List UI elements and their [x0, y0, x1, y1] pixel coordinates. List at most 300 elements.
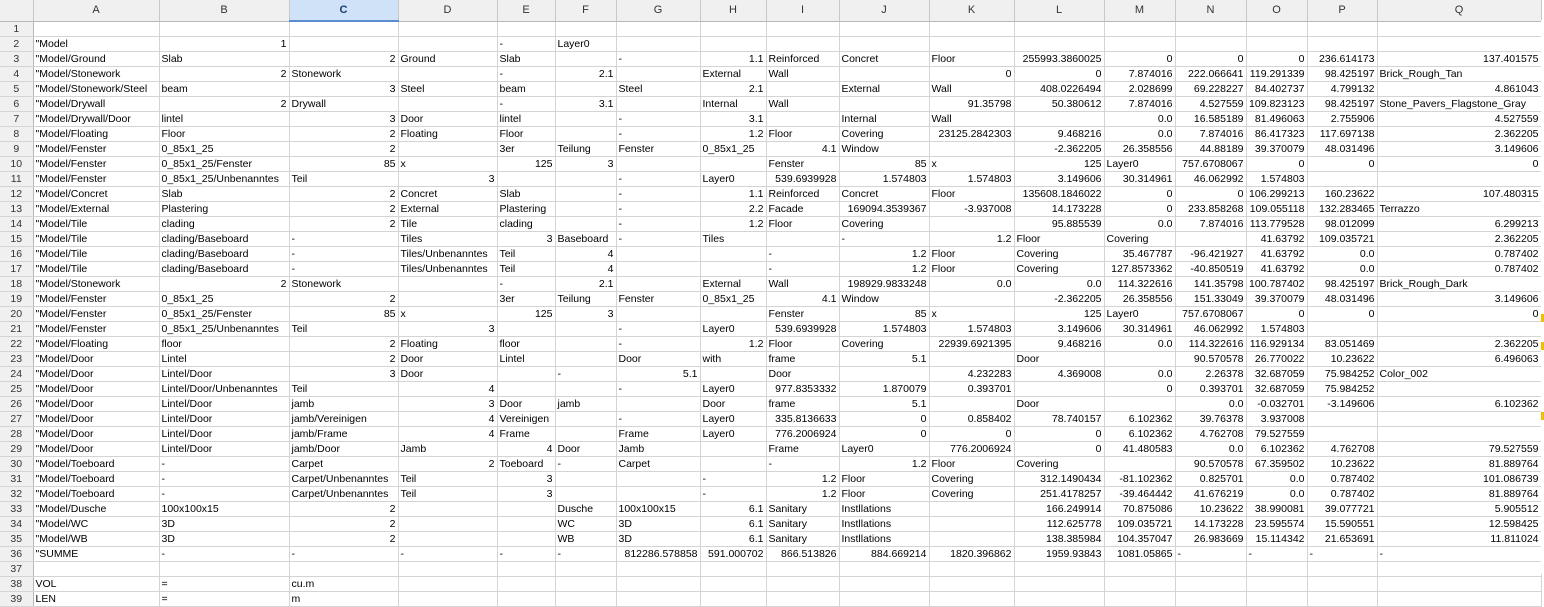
cell-h15[interactable]: Tiles [700, 231, 766, 246]
cell-o15[interactable]: 41.63792 [1246, 231, 1307, 246]
row-header[interactable]: 9 [0, 141, 33, 156]
cell-q18[interactable]: Brick_Rough_Dark [1377, 276, 1541, 291]
cell-m14[interactable]: 0.0 [1104, 216, 1175, 231]
cell-i18[interactable]: Wall [766, 276, 839, 291]
cell-k12[interactable]: Floor [929, 186, 1014, 201]
cell-g29[interactable]: Jamb [616, 441, 700, 456]
cell-p33[interactable]: 39.077721 [1307, 501, 1377, 516]
cell-l38[interactable] [1014, 576, 1104, 591]
cell-b33[interactable]: 100x100x15 [159, 501, 289, 516]
cell-m10[interactable]: Layer0 [1104, 156, 1175, 171]
cell-d32[interactable]: Teil [398, 486, 497, 501]
cell-j33[interactable]: Instllations [839, 501, 929, 516]
cell-n15[interactable] [1175, 231, 1246, 246]
cell-q32[interactable]: 81.889764 [1377, 486, 1541, 501]
cell-l4[interactable]: 0 [1014, 66, 1104, 81]
row-header[interactable]: 29 [0, 441, 33, 456]
cell-f23[interactable] [555, 351, 616, 366]
cell-o3[interactable]: 0 [1246, 51, 1307, 66]
cell-n12[interactable]: 0 [1175, 186, 1246, 201]
cell-b28[interactable]: Lintel/Door [159, 426, 289, 441]
cell-j7[interactable]: Internal [839, 111, 929, 126]
cell-n14[interactable]: 7.874016 [1175, 216, 1246, 231]
cell-j18[interactable]: 198929.9833248 [839, 276, 929, 291]
cell-q4[interactable]: Brick_Rough_Tan [1377, 66, 1541, 81]
cell-o39[interactable] [1246, 591, 1307, 606]
cell-h12[interactable]: 1.1 [700, 186, 766, 201]
cell-g21[interactable]: - [616, 321, 700, 336]
cell-i12[interactable]: Reinforced [766, 186, 839, 201]
cell-o10[interactable]: 0 [1246, 156, 1307, 171]
cell-o21[interactable]: 1.574803 [1246, 321, 1307, 336]
cell-j9[interactable]: Window [839, 141, 929, 156]
cell-p18[interactable]: 98.425197 [1307, 276, 1377, 291]
cell-j12[interactable]: Concret [839, 186, 929, 201]
cell-j20[interactable]: 85 [839, 306, 929, 321]
cell-p2[interactable] [1307, 36, 1377, 51]
cell-k3[interactable]: Floor [929, 51, 1014, 66]
cell-h2[interactable] [700, 36, 766, 51]
cell-k8[interactable]: 23125.2842303 [929, 126, 1014, 141]
cell-f17[interactable]: 4 [555, 261, 616, 276]
cell-h29[interactable] [700, 441, 766, 456]
cell-e9[interactable]: 3er [497, 141, 555, 156]
cell-p9[interactable]: 48.031496 [1307, 141, 1377, 156]
cell-d9[interactable] [398, 141, 497, 156]
cell-a37[interactable] [33, 561, 159, 576]
cell-e11[interactable] [497, 171, 555, 186]
cell-b1[interactable] [159, 21, 289, 36]
cell-k10[interactable]: x [929, 156, 1014, 171]
cell-j35[interactable]: Instllations [839, 531, 929, 546]
cell-m24[interactable]: 0.0 [1104, 366, 1175, 381]
cell-k14[interactable] [929, 216, 1014, 231]
cell-d31[interactable]: Teil [398, 471, 497, 486]
cell-o13[interactable]: 109.055118 [1246, 201, 1307, 216]
cell-p35[interactable]: 21.653691 [1307, 531, 1377, 546]
cell-k30[interactable]: Floor [929, 456, 1014, 471]
row-header[interactable]: 6 [0, 96, 33, 111]
cell-n18[interactable]: 141.35798 [1175, 276, 1246, 291]
cell-a25[interactable]: "Model/Door [33, 381, 159, 396]
cell-o32[interactable]: 0.0 [1246, 486, 1307, 501]
cell-k7[interactable]: Wall [929, 111, 1014, 126]
cell-p5[interactable]: 4.799132 [1307, 81, 1377, 96]
row-header[interactable]: 2 [0, 36, 33, 51]
row-header[interactable]: 37 [0, 561, 33, 576]
cell-a3[interactable]: "Model/Ground [33, 51, 159, 66]
cell-o38[interactable] [1246, 576, 1307, 591]
cell-k39[interactable] [929, 591, 1014, 606]
cell-i38[interactable] [766, 576, 839, 591]
cell-a20[interactable]: "Model/Fenster [33, 306, 159, 321]
cell-o34[interactable]: 23.595574 [1246, 516, 1307, 531]
cell-n22[interactable]: 114.322616 [1175, 336, 1246, 351]
cell-p37[interactable] [1307, 561, 1377, 576]
cell-h37[interactable] [700, 561, 766, 576]
cell-p26[interactable]: -3.149606 [1307, 396, 1377, 411]
cell-g2[interactable] [616, 36, 700, 51]
cell-f30[interactable]: - [555, 456, 616, 471]
cell-c13[interactable]: 2 [289, 201, 398, 216]
cell-j28[interactable]: 0 [839, 426, 929, 441]
cell-g26[interactable] [616, 396, 700, 411]
cell-n23[interactable]: 90.570578 [1175, 351, 1246, 366]
cell-g38[interactable] [616, 576, 700, 591]
cell-g31[interactable] [616, 471, 700, 486]
cell-g36[interactable]: 812286.578858 [616, 546, 700, 561]
cell-b31[interactable]: - [159, 471, 289, 486]
cell-q23[interactable]: 6.496063 [1377, 351, 1541, 366]
cell-m11[interactable]: 30.314961 [1104, 171, 1175, 186]
row-header[interactable]: 38 [0, 576, 33, 591]
cell-k29[interactable]: 776.2006924 [929, 441, 1014, 456]
cell-g25[interactable]: - [616, 381, 700, 396]
cell-k18[interactable]: 0.0 [929, 276, 1014, 291]
cell-n6[interactable]: 4.527559 [1175, 96, 1246, 111]
cell-f4[interactable]: 2.1 [555, 66, 616, 81]
cell-k21[interactable]: 1.574803 [929, 321, 1014, 336]
cell-m23[interactable] [1104, 351, 1175, 366]
cell-b35[interactable]: 3D [159, 531, 289, 546]
cell-c21[interactable]: Teil [289, 321, 398, 336]
cell-i9[interactable]: 4.1 [766, 141, 839, 156]
cell-m37[interactable] [1104, 561, 1175, 576]
cell-q15[interactable]: 2.362205 [1377, 231, 1541, 246]
cell-k31[interactable]: Covering [929, 471, 1014, 486]
cell-i17[interactable]: - [766, 261, 839, 276]
cell-j32[interactable]: Floor [839, 486, 929, 501]
cell-h33[interactable]: 6.1 [700, 501, 766, 516]
cell-h13[interactable]: 2.2 [700, 201, 766, 216]
column-header-j[interactable]: J [839, 0, 929, 21]
cell-i25[interactable]: 977.8353332 [766, 381, 839, 396]
cell-d3[interactable]: Ground [398, 51, 497, 66]
cell-k9[interactable] [929, 141, 1014, 156]
cell-o29[interactable]: 6.102362 [1246, 441, 1307, 456]
cell-m12[interactable]: 0 [1104, 186, 1175, 201]
cell-f7[interactable] [555, 111, 616, 126]
cell-i26[interactable]: frame [766, 396, 839, 411]
cell-q10[interactable]: 0 [1377, 156, 1541, 171]
cell-e12[interactable]: Slab [497, 186, 555, 201]
cell-q25[interactable] [1377, 381, 1541, 396]
cell-g7[interactable]: - [616, 111, 700, 126]
cell-a39[interactable]: LEN [33, 591, 159, 606]
cell-e17[interactable]: Teil [497, 261, 555, 276]
cell-i27[interactable]: 335.8136633 [766, 411, 839, 426]
cell-b22[interactable]: floor [159, 336, 289, 351]
cell-i30[interactable]: - [766, 456, 839, 471]
cell-k24[interactable]: 4.232283 [929, 366, 1014, 381]
cell-d1[interactable] [398, 21, 497, 36]
cell-f5[interactable] [555, 81, 616, 96]
cell-j31[interactable]: Floor [839, 471, 929, 486]
cell-c12[interactable]: 2 [289, 186, 398, 201]
cell-i35[interactable]: Sanitary [766, 531, 839, 546]
cell-o20[interactable]: 0 [1246, 306, 1307, 321]
cell-b34[interactable]: 3D [159, 516, 289, 531]
row-header[interactable]: 24 [0, 366, 33, 381]
cell-m20[interactable]: Layer0 [1104, 306, 1175, 321]
cell-j16[interactable]: 1.2 [839, 246, 929, 261]
cell-c24[interactable]: 3 [289, 366, 398, 381]
cell-g27[interactable]: - [616, 411, 700, 426]
cell-j29[interactable]: Layer0 [839, 441, 929, 456]
cell-k36[interactable]: 1820.396862 [929, 546, 1014, 561]
cell-o35[interactable]: 15.114342 [1246, 531, 1307, 546]
cell-p15[interactable]: 109.035721 [1307, 231, 1377, 246]
cell-i11[interactable]: 539.6939928 [766, 171, 839, 186]
cell-n32[interactable]: 41.676219 [1175, 486, 1246, 501]
cell-k33[interactable] [929, 501, 1014, 516]
cell-q31[interactable]: 101.086739 [1377, 471, 1541, 486]
cell-b18[interactable]: 2 [159, 276, 289, 291]
cell-m30[interactable] [1104, 456, 1175, 471]
cell-d12[interactable]: Concret [398, 186, 497, 201]
cell-f12[interactable] [555, 186, 616, 201]
cell-m2[interactable] [1104, 36, 1175, 51]
cell-b8[interactable]: Floor [159, 126, 289, 141]
cell-j22[interactable]: Covering [839, 336, 929, 351]
cell-p38[interactable] [1307, 576, 1377, 591]
cell-j37[interactable] [839, 561, 929, 576]
cell-h19[interactable]: 0_85x1_25 [700, 291, 766, 306]
cell-l34[interactable]: 112.625778 [1014, 516, 1104, 531]
cell-h22[interactable]: 1.2 [700, 336, 766, 351]
cell-i3[interactable]: Reinforced [766, 51, 839, 66]
cell-d4[interactable] [398, 66, 497, 81]
cell-h25[interactable]: Layer0 [700, 381, 766, 396]
cell-c28[interactable]: jamb/Frame [289, 426, 398, 441]
cell-l37[interactable] [1014, 561, 1104, 576]
cell-p29[interactable]: 4.762708 [1307, 441, 1377, 456]
cell-f13[interactable] [555, 201, 616, 216]
cell-o12[interactable]: 106.299213 [1246, 186, 1307, 201]
row-header[interactable]: 34 [0, 516, 33, 531]
cell-o4[interactable]: 119.291339 [1246, 66, 1307, 81]
cell-n16[interactable]: -96.421927 [1175, 246, 1246, 261]
cell-m35[interactable]: 104.357047 [1104, 531, 1175, 546]
cell-o17[interactable]: 41.63792 [1246, 261, 1307, 276]
cell-j27[interactable]: 0 [839, 411, 929, 426]
cell-f15[interactable]: Baseboard [555, 231, 616, 246]
cell-l19[interactable]: -2.362205 [1014, 291, 1104, 306]
cell-a34[interactable]: "Model/WC [33, 516, 159, 531]
cell-p34[interactable]: 15.590551 [1307, 516, 1377, 531]
row-header[interactable]: 30 [0, 456, 33, 471]
cell-q14[interactable]: 6.299213 [1377, 216, 1541, 231]
row-header[interactable]: 25 [0, 381, 33, 396]
cell-l13[interactable]: 14.173228 [1014, 201, 1104, 216]
cell-o14[interactable]: 113.779528 [1246, 216, 1307, 231]
cell-a17[interactable]: "Model/Tile [33, 261, 159, 276]
cell-o2[interactable] [1246, 36, 1307, 51]
cell-d35[interactable] [398, 531, 497, 546]
cell-f2[interactable]: Layer0 [555, 36, 616, 51]
cell-g35[interactable]: 3D [616, 531, 700, 546]
cell-j3[interactable]: Concret [839, 51, 929, 66]
cell-e14[interactable]: clading [497, 216, 555, 231]
cell-f35[interactable]: WB [555, 531, 616, 546]
column-header-l[interactable]: L [1014, 0, 1104, 21]
cell-a19[interactable]: "Model/Fenster [33, 291, 159, 306]
cell-a6[interactable]: "Model/Drywall [33, 96, 159, 111]
cell-k16[interactable]: Floor [929, 246, 1014, 261]
cell-a2[interactable]: "Model [33, 36, 159, 51]
cell-h18[interactable]: External [700, 276, 766, 291]
cell-h36[interactable]: 591.000702 [700, 546, 766, 561]
cell-l20[interactable]: 125 [1014, 306, 1104, 321]
cell-f36[interactable]: - [555, 546, 616, 561]
cell-g4[interactable] [616, 66, 700, 81]
cell-l15[interactable]: Floor [1014, 231, 1104, 246]
column-header-n[interactable]: N [1175, 0, 1246, 21]
cell-d33[interactable] [398, 501, 497, 516]
cell-d13[interactable]: External [398, 201, 497, 216]
cell-l33[interactable]: 166.249914 [1014, 501, 1104, 516]
cell-f39[interactable] [555, 591, 616, 606]
cell-b38[interactable]: = [159, 576, 289, 591]
cell-a10[interactable]: "Model/Fenster [33, 156, 159, 171]
cell-h3[interactable]: 1.1 [700, 51, 766, 66]
cell-c4[interactable]: Stonework [289, 66, 398, 81]
cell-b30[interactable]: - [159, 456, 289, 471]
cell-n17[interactable]: -40.850519 [1175, 261, 1246, 276]
cell-q9[interactable]: 3.149606 [1377, 141, 1541, 156]
cell-l14[interactable]: 95.885539 [1014, 216, 1104, 231]
cell-f25[interactable] [555, 381, 616, 396]
row-header[interactable]: 27 [0, 411, 33, 426]
row-header[interactable]: 33 [0, 501, 33, 516]
cell-g20[interactable] [616, 306, 700, 321]
cell-b4[interactable]: 2 [159, 66, 289, 81]
cell-m38[interactable] [1104, 576, 1175, 591]
cell-a5[interactable]: "Model/Stonework/Steel [33, 81, 159, 96]
cell-p28[interactable] [1307, 426, 1377, 441]
cell-p17[interactable]: 0.0 [1307, 261, 1377, 276]
cell-p23[interactable]: 10.23622 [1307, 351, 1377, 366]
cell-q16[interactable]: 0.787402 [1377, 246, 1541, 261]
cell-n1[interactable] [1175, 21, 1246, 36]
cell-j8[interactable]: Covering [839, 126, 929, 141]
cell-i24[interactable]: Door [766, 366, 839, 381]
cell-p25[interactable]: 75.984252 [1307, 381, 1377, 396]
cell-b15[interactable]: clading/Baseboard [159, 231, 289, 246]
cell-j38[interactable] [839, 576, 929, 591]
cell-i23[interactable]: frame [766, 351, 839, 366]
cell-e23[interactable]: Lintel [497, 351, 555, 366]
cell-m17[interactable]: 127.8573362 [1104, 261, 1175, 276]
cell-g39[interactable] [616, 591, 700, 606]
cell-e16[interactable]: Teil [497, 246, 555, 261]
row-header[interactable]: 12 [0, 186, 33, 201]
cell-i21[interactable]: 539.6939928 [766, 321, 839, 336]
cell-n7[interactable]: 16.585189 [1175, 111, 1246, 126]
cell-e29[interactable]: 4 [497, 441, 555, 456]
cell-h7[interactable]: 3.1 [700, 111, 766, 126]
cell-g22[interactable]: - [616, 336, 700, 351]
cell-g18[interactable] [616, 276, 700, 291]
cell-p4[interactable]: 98.425197 [1307, 66, 1377, 81]
cell-p30[interactable]: 10.23622 [1307, 456, 1377, 471]
cell-a8[interactable]: "Model/Floating [33, 126, 159, 141]
cell-j2[interactable] [839, 36, 929, 51]
cell-m3[interactable]: 0 [1104, 51, 1175, 66]
cell-b26[interactable]: Lintel/Door [159, 396, 289, 411]
cell-p14[interactable]: 98.012099 [1307, 216, 1377, 231]
cell-h4[interactable]: External [700, 66, 766, 81]
cell-d39[interactable] [398, 591, 497, 606]
cell-j21[interactable]: 1.574803 [839, 321, 929, 336]
cell-b29[interactable]: Lintel/Door [159, 441, 289, 456]
row-header[interactable]: 20 [0, 306, 33, 321]
row-header[interactable]: 35 [0, 531, 33, 546]
cell-l25[interactable] [1014, 381, 1104, 396]
cell-d17[interactable]: Tiles/Unbenanntes [398, 261, 497, 276]
cell-a22[interactable]: "Model/Floating [33, 336, 159, 351]
cell-l32[interactable]: 251.4178257 [1014, 486, 1104, 501]
cell-h21[interactable]: Layer0 [700, 321, 766, 336]
cell-m22[interactable]: 0.0 [1104, 336, 1175, 351]
cell-f21[interactable] [555, 321, 616, 336]
cell-g30[interactable]: Carpet [616, 456, 700, 471]
row-header[interactable]: 31 [0, 471, 33, 486]
cell-e31[interactable]: 3 [497, 471, 555, 486]
cell-l21[interactable]: 3.149606 [1014, 321, 1104, 336]
cell-o1[interactable] [1246, 21, 1307, 36]
row-header[interactable]: 28 [0, 426, 33, 441]
cell-m31[interactable]: -81.102362 [1104, 471, 1175, 486]
cell-o7[interactable]: 81.496063 [1246, 111, 1307, 126]
cell-a12[interactable]: "Model/Concret [33, 186, 159, 201]
cell-e34[interactable] [497, 516, 555, 531]
cell-c16[interactable]: - [289, 246, 398, 261]
cell-k27[interactable]: 0.858402 [929, 411, 1014, 426]
cell-g32[interactable] [616, 486, 700, 501]
cell-o25[interactable]: 32.687059 [1246, 381, 1307, 396]
cell-n27[interactable]: 39.76378 [1175, 411, 1246, 426]
cell-b23[interactable]: Lintel [159, 351, 289, 366]
cell-q39[interactable] [1377, 591, 1541, 606]
cell-d36[interactable]: - [398, 546, 497, 561]
cell-n33[interactable]: 10.23622 [1175, 501, 1246, 516]
cell-q26[interactable]: 6.102362 [1377, 396, 1541, 411]
column-header-k[interactable]: K [929, 0, 1014, 21]
cell-b10[interactable]: 0_85x1_25/Fenster [159, 156, 289, 171]
cell-g13[interactable]: - [616, 201, 700, 216]
cell-a30[interactable]: "Model/Toeboard [33, 456, 159, 471]
cell-f8[interactable] [555, 126, 616, 141]
cell-q19[interactable]: 3.149606 [1377, 291, 1541, 306]
cell-n10[interactable]: 757.6708067 [1175, 156, 1246, 171]
cell-p20[interactable]: 0 [1307, 306, 1377, 321]
row-header[interactable]: 7 [0, 111, 33, 126]
cell-i13[interactable]: Facade [766, 201, 839, 216]
row-header[interactable]: 11 [0, 171, 33, 186]
cell-j14[interactable]: Covering [839, 216, 929, 231]
cell-l35[interactable]: 138.385984 [1014, 531, 1104, 546]
cell-c32[interactable]: Carpet/Unbenanntes [289, 486, 398, 501]
cell-a26[interactable]: "Model/Door [33, 396, 159, 411]
cell-o9[interactable]: 39.370079 [1246, 141, 1307, 156]
cell-j6[interactable] [839, 96, 929, 111]
cell-a9[interactable]: "Model/Fenster [33, 141, 159, 156]
cell-q38[interactable] [1377, 576, 1541, 591]
cell-o18[interactable]: 100.787402 [1246, 276, 1307, 291]
cell-b25[interactable]: Lintel/Door/Unbenanntes [159, 381, 289, 396]
cell-n30[interactable]: 90.570578 [1175, 456, 1246, 471]
